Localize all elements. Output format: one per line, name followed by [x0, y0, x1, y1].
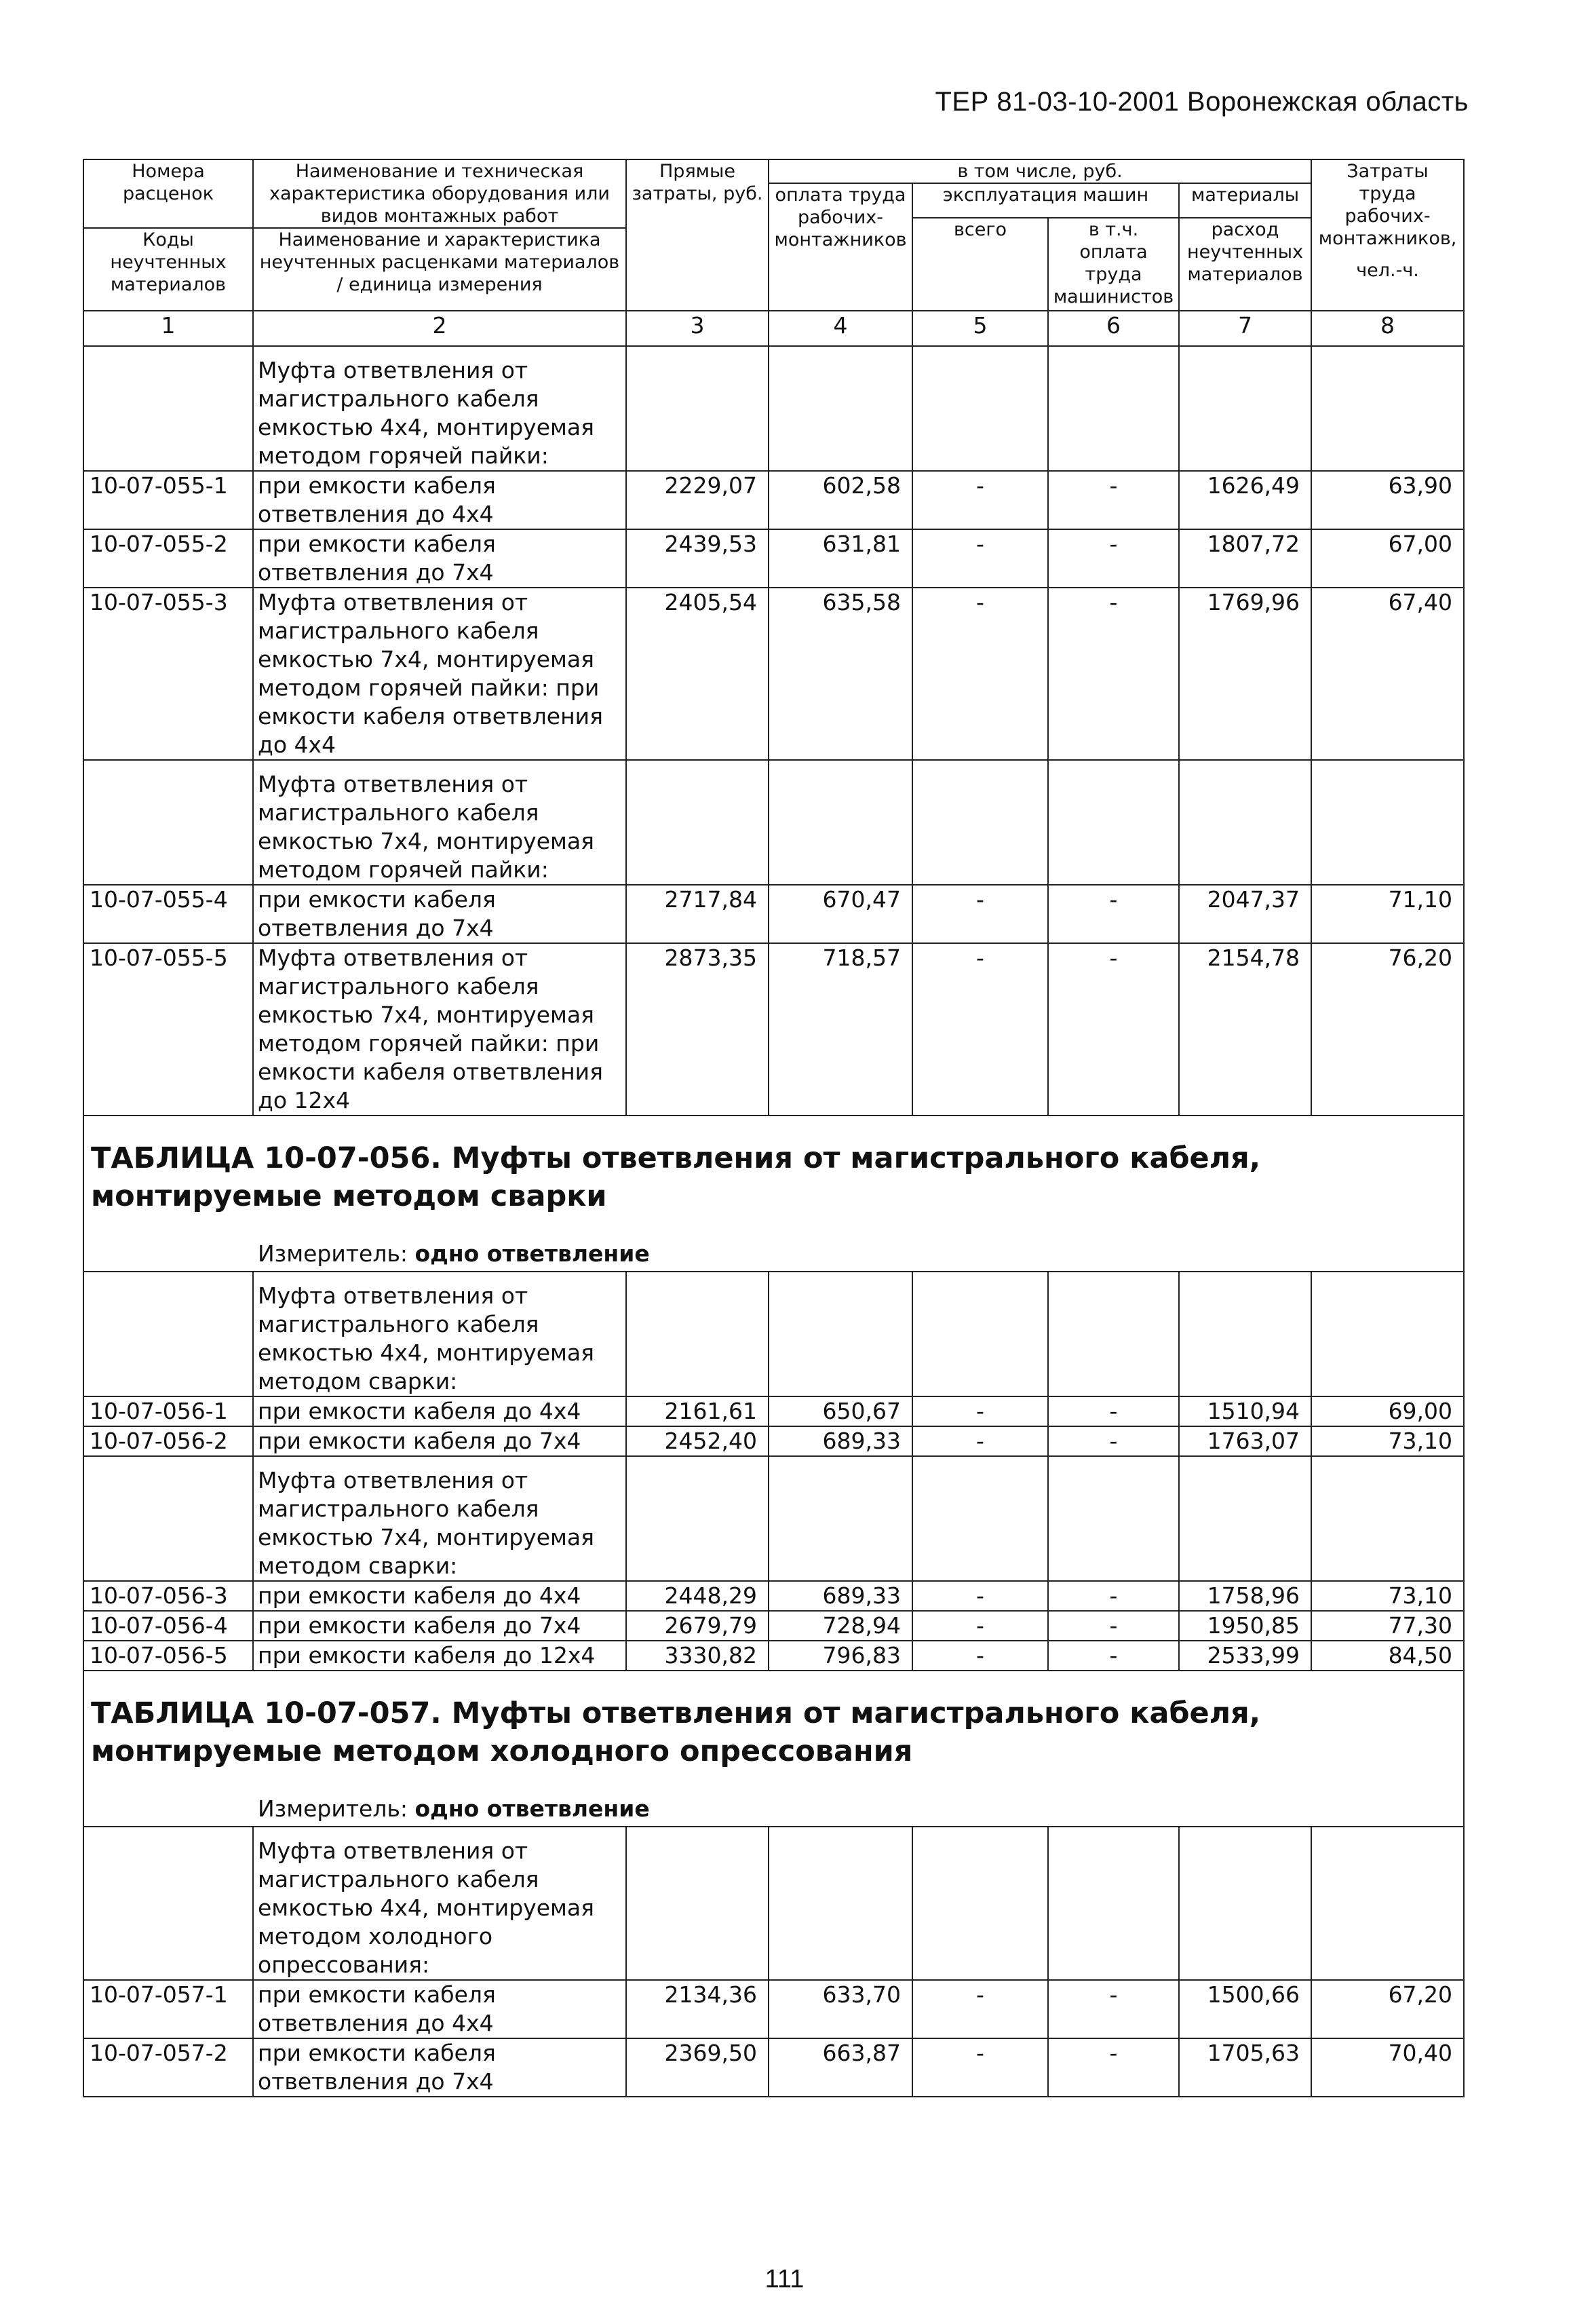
- col8-header-top: Затраты труда рабочих-монтажников,: [1318, 161, 1457, 249]
- empty-cell: [1311, 760, 1464, 885]
- work-name: Муфта ответвления от магистрального кабеля емкостью 7х4, монтируемая методом горячей пайки: при емкости кабеля ответвления до 12х4: [253, 943, 626, 1116]
- group-heading-row: [83, 346, 1464, 471]
- materials-cost: 1763,07: [1179, 1426, 1311, 1456]
- work-name: при емкости кабеля до 4х4: [253, 1396, 626, 1426]
- machines-header: эксплуатация машин: [912, 183, 1179, 218]
- price-table: [83, 159, 1465, 2097]
- empty-cell: [912, 760, 1048, 885]
- price-row: [83, 471, 1464, 529]
- labor-cost: 689,33: [769, 1426, 912, 1456]
- column-number: 4: [769, 311, 912, 346]
- work-name: при емкости кабеля ответвления до 4х4: [253, 471, 626, 529]
- materials-cost: 1807,72: [1179, 529, 1311, 588]
- direct-cost: 2405,54: [626, 588, 769, 760]
- machinist-labor: -: [1048, 529, 1179, 588]
- machinist-labor: -: [1048, 1426, 1179, 1456]
- table-caption-row: [83, 1671, 1464, 1784]
- empty-cell: [1179, 1827, 1311, 1980]
- empty-cell: [626, 1827, 769, 1980]
- labor-cost: 633,70: [769, 1980, 912, 2038]
- column-number: 5: [912, 311, 1048, 346]
- price-row: [83, 1426, 1464, 1456]
- price-row: [83, 1980, 1464, 2038]
- labor-hours: 71,10: [1311, 885, 1464, 943]
- empty-cell: [769, 346, 912, 471]
- work-name: при емкости кабеля до 7х4: [253, 1426, 626, 1456]
- materials-cost: 2154,78: [1179, 943, 1311, 1116]
- empty-cell: [626, 760, 769, 885]
- col8-header-bottom: чел.-ч.: [1356, 260, 1419, 281]
- materials-cost: 2047,37: [1179, 885, 1311, 943]
- labor-cost: 650,67: [769, 1396, 912, 1426]
- empty-cell: [1179, 760, 1311, 885]
- meter-value: одно ответвление: [414, 1795, 650, 1822]
- machines-total: -: [912, 1396, 1048, 1426]
- materials-header: материалы: [1179, 183, 1311, 218]
- rate-code: 10-07-055-4: [83, 885, 253, 943]
- work-name: при емкости кабеля ответвления до 7х4: [253, 529, 626, 588]
- empty-cell: [83, 1456, 253, 1581]
- labor-hours: 70,40: [1311, 2038, 1464, 2097]
- rate-code: 10-07-055-2: [83, 529, 253, 588]
- labor-hours: 67,40: [1311, 588, 1464, 760]
- direct-cost: 2679,79: [626, 1611, 769, 1641]
- direct-cost: 2873,35: [626, 943, 769, 1116]
- work-name: при емкости кабеля ответвления до 4х4: [253, 1980, 626, 2038]
- labor-hours: 69,00: [1311, 1396, 1464, 1426]
- empty-cell: [1048, 1456, 1179, 1581]
- group-heading-text: Муфта ответвления от магистрального кабеля емкостью 4х4, монтируемая методом холодного опрессования:: [253, 1827, 626, 1980]
- rate-code: 10-07-056-5: [83, 1641, 253, 1671]
- machinist-labor: -: [1048, 1396, 1179, 1426]
- group-heading-text: Муфта ответвления от магистрального кабеля емкостью 7х4, монтируемая методом сварки:: [253, 1456, 626, 1581]
- rate-code: 10-07-056-1: [83, 1396, 253, 1426]
- labor-cost: 796,83: [769, 1641, 912, 1671]
- header-row-1: [83, 159, 1464, 183]
- machines-total: -: [912, 885, 1048, 943]
- col1-header-top: Номера расценок: [83, 159, 253, 228]
- page-number: 111: [764, 2265, 805, 2293]
- meter-label: Измеритель:: [258, 1240, 408, 1267]
- direct-cost: 3330,82: [626, 1641, 769, 1671]
- work-name: при емкости кабеля ответвления до 7х4: [253, 885, 626, 943]
- machines-total: -: [912, 1611, 1048, 1641]
- col7-header: расход неучтенных материалов: [1179, 218, 1311, 311]
- col1-header-bottom: Коды неучтенных материалов: [83, 228, 253, 311]
- table-caption: ТАБЛИЦА 10-07-057. Муфты ответвления от магистрального кабеля, монтируемые методом холодного опрессования: [83, 1671, 1464, 1784]
- empty-cell: [1311, 1827, 1464, 1980]
- labor-cost: 670,47: [769, 885, 912, 943]
- price-row: [83, 588, 1464, 760]
- rate-code: 10-07-057-2: [83, 2038, 253, 2097]
- empty-cell: [912, 1456, 1048, 1581]
- materials-cost: 2533,99: [1179, 1641, 1311, 1671]
- machines-total: -: [912, 471, 1048, 529]
- rate-code: 10-07-055-5: [83, 943, 253, 1116]
- group-heading-text: Муфта ответвления от магистрального кабеля емкостью 7х4, монтируемая методом горячей пайки:: [253, 760, 626, 885]
- empty-cell: [912, 346, 1048, 471]
- group-heading-text: Муфта ответвления от магистрального кабеля емкостью 4х4, монтируемая методом горячей пайки:: [253, 346, 626, 471]
- materials-cost: 1758,96: [1179, 1581, 1311, 1611]
- col8-header: [1311, 159, 1464, 311]
- direct-cost: 2161,61: [626, 1396, 769, 1426]
- price-row: [83, 1581, 1464, 1611]
- machinist-labor: -: [1048, 2038, 1179, 2097]
- direct-cost: 2229,07: [626, 471, 769, 529]
- table-caption: ТАБЛИЦА 10-07-056. Муфты ответвления от магистрального кабеля, монтируемые методом сварки: [83, 1116, 1464, 1229]
- column-number: 3: [626, 311, 769, 346]
- rate-code: 10-07-056-4: [83, 1611, 253, 1641]
- column-number: 6: [1048, 311, 1179, 346]
- empty-cell: [769, 1456, 912, 1581]
- labor-hours: 73,10: [1311, 1581, 1464, 1611]
- empty-cell: [1311, 346, 1464, 471]
- machinist-labor: -: [1048, 1980, 1179, 2038]
- work-name: при емкости кабеля до 7х4: [253, 1611, 626, 1641]
- empty-cell: [626, 1456, 769, 1581]
- empty-cell: [83, 346, 253, 471]
- col4-header: оплата труда рабочих-монтажников: [769, 183, 912, 311]
- labor-cost: 602,58: [769, 471, 912, 529]
- machinist-labor: -: [1048, 943, 1179, 1116]
- column-number: 8: [1311, 311, 1464, 346]
- rate-code: 10-07-056-2: [83, 1426, 253, 1456]
- meter-cell: [83, 1229, 1464, 1272]
- materials-cost: 1950,85: [1179, 1611, 1311, 1641]
- materials-cost: 1705,63: [1179, 2038, 1311, 2097]
- machines-total: -: [912, 588, 1048, 760]
- price-row: [83, 529, 1464, 588]
- labor-cost: 718,57: [769, 943, 912, 1116]
- machinist-labor: -: [1048, 1641, 1179, 1671]
- price-row: [83, 1641, 1464, 1671]
- group-header: в том числе, руб.: [769, 159, 1311, 183]
- empty-cell: [1179, 1272, 1311, 1396]
- price-row: [83, 943, 1464, 1116]
- empty-cell: [626, 346, 769, 471]
- empty-cell: [912, 1827, 1048, 1980]
- labor-hours: 76,20: [1311, 943, 1464, 1116]
- column-number: 1: [83, 311, 253, 346]
- price-row: [83, 1396, 1464, 1426]
- labor-hours: 67,20: [1311, 1980, 1464, 2038]
- machinist-labor: -: [1048, 471, 1179, 529]
- machinist-labor: -: [1048, 1581, 1179, 1611]
- labor-hours: 84,50: [1311, 1641, 1464, 1671]
- empty-cell: [1048, 1272, 1179, 1396]
- empty-cell: [1048, 1827, 1179, 1980]
- price-row: [83, 2038, 1464, 2097]
- empty-cell: [769, 760, 912, 885]
- labor-hours: 63,90: [1311, 471, 1464, 529]
- col6-header: в т.ч. оплата труда машинистов: [1048, 218, 1179, 311]
- empty-cell: [912, 1272, 1048, 1396]
- col5-header: всего: [912, 218, 1048, 311]
- meter-label: Измеритель:: [258, 1795, 408, 1822]
- col3-header: Прямые затраты, руб.: [626, 159, 769, 311]
- machines-total: -: [912, 529, 1048, 588]
- labor-hours: 73,10: [1311, 1426, 1464, 1456]
- meter-value: одно ответвление: [414, 1240, 650, 1267]
- column-numbers-row: [83, 311, 1464, 346]
- empty-cell: [1311, 1456, 1464, 1581]
- column-number: 2: [253, 311, 626, 346]
- materials-cost: 1510,94: [1179, 1396, 1311, 1426]
- labor-cost: 689,33: [769, 1581, 912, 1611]
- machinist-labor: -: [1048, 885, 1179, 943]
- document-header: ТЕР 81-03-10-2001 Воронежская область: [935, 87, 1469, 117]
- machinist-labor: -: [1048, 588, 1179, 760]
- empty-cell: [83, 760, 253, 885]
- empty-cell: [83, 1827, 253, 1980]
- work-name: при емкости кабеля до 4х4: [253, 1581, 626, 1611]
- rate-code: 10-07-057-1: [83, 1980, 253, 2038]
- empty-cell: [626, 1272, 769, 1396]
- machines-total: -: [912, 1980, 1048, 2038]
- empty-cell: [83, 1272, 253, 1396]
- direct-cost: 2448,29: [626, 1581, 769, 1611]
- column-number: 7: [1179, 311, 1311, 346]
- col2-header-top: Наименование и техническая характеристика оборудования или видов монтажных работ: [253, 159, 626, 228]
- labor-cost: 635,58: [769, 588, 912, 760]
- empty-cell: [1048, 346, 1179, 471]
- rate-code: 10-07-055-1: [83, 471, 253, 529]
- group-heading-row: [83, 1827, 1464, 1980]
- work-name: при емкости кабеля ответвления до 7х4: [253, 2038, 626, 2097]
- empty-cell: [1179, 346, 1311, 471]
- labor-hours: 77,30: [1311, 1611, 1464, 1641]
- machines-total: -: [912, 2038, 1048, 2097]
- empty-cell: [1048, 760, 1179, 885]
- group-heading-row: [83, 760, 1464, 885]
- labor-cost: 631,81: [769, 529, 912, 588]
- machines-total: -: [912, 1641, 1048, 1671]
- price-row: [83, 1611, 1464, 1641]
- empty-cell: [769, 1827, 912, 1980]
- labor-hours: 67,00: [1311, 529, 1464, 588]
- direct-cost: 2717,84: [626, 885, 769, 943]
- work-name: Муфта ответвления от магистрального кабеля емкостью 7х4, монтируемая методом горячей пайки: при емкости кабеля ответвления до 4х4: [253, 588, 626, 760]
- work-name: при емкости кабеля до 12х4: [253, 1641, 626, 1671]
- machinist-labor: -: [1048, 1611, 1179, 1641]
- empty-cell: [1179, 1456, 1311, 1581]
- group-heading-row: [83, 1456, 1464, 1581]
- machines-total: -: [912, 1581, 1048, 1611]
- direct-cost: 2134,36: [626, 1980, 769, 2038]
- machines-total: -: [912, 943, 1048, 1116]
- empty-cell: [769, 1272, 912, 1396]
- rate-code: 10-07-056-3: [83, 1581, 253, 1611]
- group-heading-row: [83, 1272, 1464, 1396]
- col2-header-bottom: Наименование и характеристика неучтенных расценками материалов / единица измерения: [253, 228, 626, 311]
- direct-cost: 2452,40: [626, 1426, 769, 1456]
- materials-cost: 1626,49: [1179, 471, 1311, 529]
- machines-total: -: [912, 1426, 1048, 1456]
- materials-cost: 1500,66: [1179, 1980, 1311, 2038]
- price-row: [83, 885, 1464, 943]
- group-heading-text: Муфта ответвления от магистрального кабеля емкостью 4х4, монтируемая методом сварки:: [253, 1272, 626, 1396]
- rate-code: 10-07-055-3: [83, 588, 253, 760]
- direct-cost: 2369,50: [626, 2038, 769, 2097]
- materials-cost: 1769,96: [1179, 588, 1311, 760]
- empty-cell: [1311, 1272, 1464, 1396]
- direct-cost: 2439,53: [626, 529, 769, 588]
- table-caption-row: [83, 1116, 1464, 1229]
- meter-cell: [83, 1784, 1464, 1827]
- meter-row: [83, 1784, 1464, 1827]
- labor-cost: 663,87: [769, 2038, 912, 2097]
- labor-cost: 728,94: [769, 1611, 912, 1641]
- meter-row: [83, 1229, 1464, 1272]
